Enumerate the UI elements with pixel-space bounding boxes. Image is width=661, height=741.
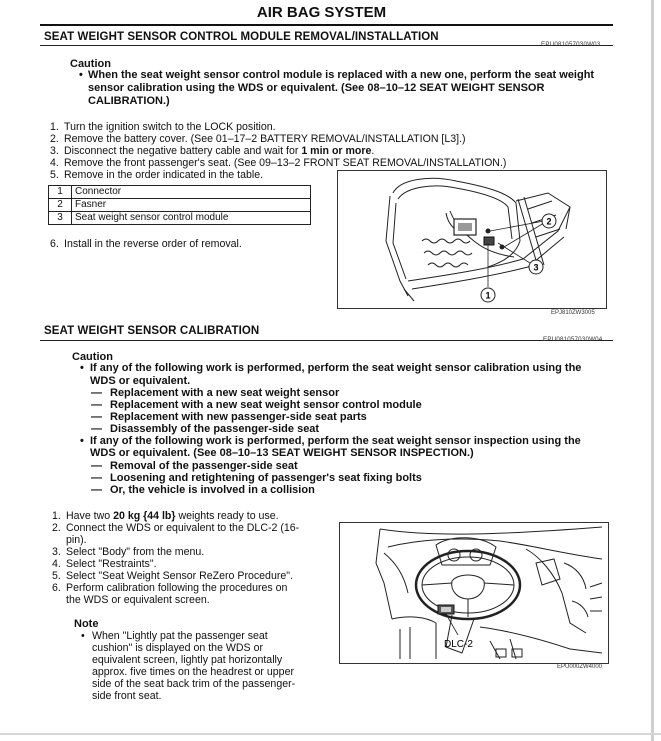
step-text: Select "Restraints". — [66, 558, 157, 570]
caution-line: WDS or equivalent. (See 08–10–13 SEAT WEIGHT SENSOR INSPECTION.) — [90, 447, 474, 459]
section2-code: EPU081057030W04 — [543, 336, 603, 343]
step-text: pin). — [66, 534, 87, 546]
page-edge — [0, 733, 661, 735]
caution-label: Caution — [72, 351, 113, 363]
note-bullet: • — [81, 630, 85, 642]
caution-line: sensor calibration using the WDS or equivalent. (See 08–10–12 SEAT WEIGHT SENSOR — [88, 82, 545, 94]
step-text: Select "Body" from the menu. — [66, 546, 205, 558]
svg-text:1: 1 — [485, 290, 491, 301]
step-text: Install in the reverse order of removal. — [64, 238, 242, 250]
table-row — [49, 199, 311, 212]
step-number: 3. — [52, 546, 61, 558]
step-text-plain: Disconnect the negative battery cable and wait for — [64, 145, 302, 157]
dash-item: Disassembly of the passenger-side seat — [110, 423, 320, 435]
table-cell-number: 1 — [49, 186, 72, 199]
dash-item: Or, the vehicle is involved in a collision — [110, 484, 315, 496]
step-text: Turn the ignition switch to the LOCK position. — [64, 121, 276, 133]
step-number: 1. — [50, 121, 59, 133]
dash-symbol: — — [91, 423, 102, 435]
caution-line: WDS or equivalent. — [90, 375, 191, 387]
table-cell-part: Connector — [72, 186, 311, 199]
dash-symbol: — — [91, 387, 102, 399]
dash-item: Removal of the passenger-side seat — [110, 460, 298, 472]
note-label: Note — [74, 618, 99, 630]
step-text-end: . — [371, 145, 375, 157]
step-text — [64, 145, 374, 157]
caution-bullet: • — [79, 69, 83, 81]
dash-item: Replacement with new passenger-side seat parts — [110, 411, 367, 423]
step-text: Connect the WDS or equivalent to the DLC-2 (16- — [66, 522, 300, 534]
note-line: approx. five times on the headrest or upper — [92, 666, 294, 678]
dash-symbol: — — [91, 484, 102, 496]
figure1-code: EPJ810ZW3005 — [551, 310, 595, 316]
caution-line: When the seat weight sensor control module is replaced with a new one, perform the seat weight — [88, 69, 595, 81]
dlc2-label: DLC-2 — [444, 639, 473, 650]
section1-code: EPU081057030W03 — [541, 41, 601, 48]
table-row — [49, 212, 311, 225]
callout-1 — [481, 288, 495, 302]
section1-heading: SEAT WEIGHT SENSOR CONTROL MODULE REMOVAL/INSTALLATION — [44, 31, 439, 43]
table-cell-number: 2 — [49, 199, 72, 212]
step-text-end: weights ready to use. — [175, 510, 279, 522]
dashboard-illustration — [340, 523, 608, 663]
note-line: equivalent screen, lightly pat horizontally — [92, 654, 283, 666]
step-number: 1. — [52, 510, 61, 522]
removal-order-table — [48, 185, 311, 225]
table-cell-part: Seat weight sensor control module — [72, 212, 311, 225]
step-text-plain: Have two — [66, 510, 114, 522]
table-cell-part: Fasner — [72, 199, 311, 212]
table-cell-number: 3 — [49, 212, 72, 225]
caution-line: If any of the following work is performed, perform the seat weight sensor inspection using the — [90, 435, 581, 447]
dash-symbol: — — [91, 399, 102, 411]
step-text: Perform calibration following the procedures on — [66, 582, 288, 594]
section1-rule — [40, 45, 613, 46]
note-line: side of the seat back trim of the passenger- — [92, 678, 296, 690]
callout-2 — [542, 214, 556, 228]
dash-symbol: — — [91, 460, 102, 472]
step-number: 5. — [52, 570, 61, 582]
dash-symbol: — — [91, 472, 102, 484]
step-number: 5. — [50, 169, 59, 181]
step-text: Remove the battery cover. (See 01–17–2 BATTERY REMOVAL/INSTALLATION [L3].) — [64, 133, 466, 145]
page-title: AIR BAG SYSTEM — [256, 4, 387, 21]
section2-rule — [40, 340, 613, 341]
step-number: 6. — [50, 238, 59, 250]
dash-item: Replacement with a new seat weight sensor control module — [110, 399, 422, 411]
step-text — [66, 510, 279, 522]
svg-text:3: 3 — [533, 262, 539, 273]
dlc2-figure — [339, 522, 609, 664]
caution-bullet: • — [80, 362, 84, 374]
dash-item: Replacement with a new seat weight sensor — [110, 387, 340, 399]
caution-line: CALIBRATION.) — [88, 95, 170, 107]
figure2-code: EPU000ZW4000 — [557, 664, 603, 670]
step-text: Remove the front passenger's seat. (See 09–13–2 FRONT SEAT REMOVAL/INSTALLATION.) — [64, 157, 507, 169]
step-text: the WDS or equivalent screen. — [66, 594, 210, 606]
step-text-bold: 20 kg {44 lb} — [113, 510, 176, 522]
caution-line: If any of the following work is performed, perform the seat weight sensor calibration using the — [90, 362, 582, 374]
step-number: 4. — [52, 558, 61, 570]
dash-symbol: — — [91, 411, 102, 423]
callout-3 — [529, 260, 543, 274]
caution-label: Caution — [70, 58, 111, 70]
note-line: When "Lightly pat the passenger seat — [92, 630, 268, 642]
step-number: 4. — [50, 157, 59, 169]
note-line: cushion" is displayed on the WDS or — [92, 642, 263, 654]
step-number: 6. — [52, 582, 61, 594]
step-number: 3. — [50, 145, 59, 157]
step-text-bold: 1 min or more — [301, 145, 372, 157]
svg-text:2: 2 — [546, 216, 552, 227]
caution-bullet: • — [80, 435, 84, 447]
seat-module-figure — [337, 170, 607, 309]
seat-module-illustration — [338, 171, 606, 308]
step-number: 2. — [52, 522, 61, 534]
page-edge — [651, 0, 654, 741]
table-row — [49, 186, 311, 199]
step-text: Remove in the order indicated in the table. — [64, 169, 264, 181]
section2-heading: SEAT WEIGHT SENSOR CALIBRATION — [44, 325, 260, 337]
title-rule — [40, 24, 613, 26]
step-text: Select "Seat Weight Sensor ReZero Procedure". — [66, 570, 293, 582]
dash-item: Loosening and retightening of passenger's seat fixing bolts — [110, 472, 422, 484]
step-number: 2. — [50, 133, 59, 145]
note-line: side front seat. — [92, 690, 162, 702]
